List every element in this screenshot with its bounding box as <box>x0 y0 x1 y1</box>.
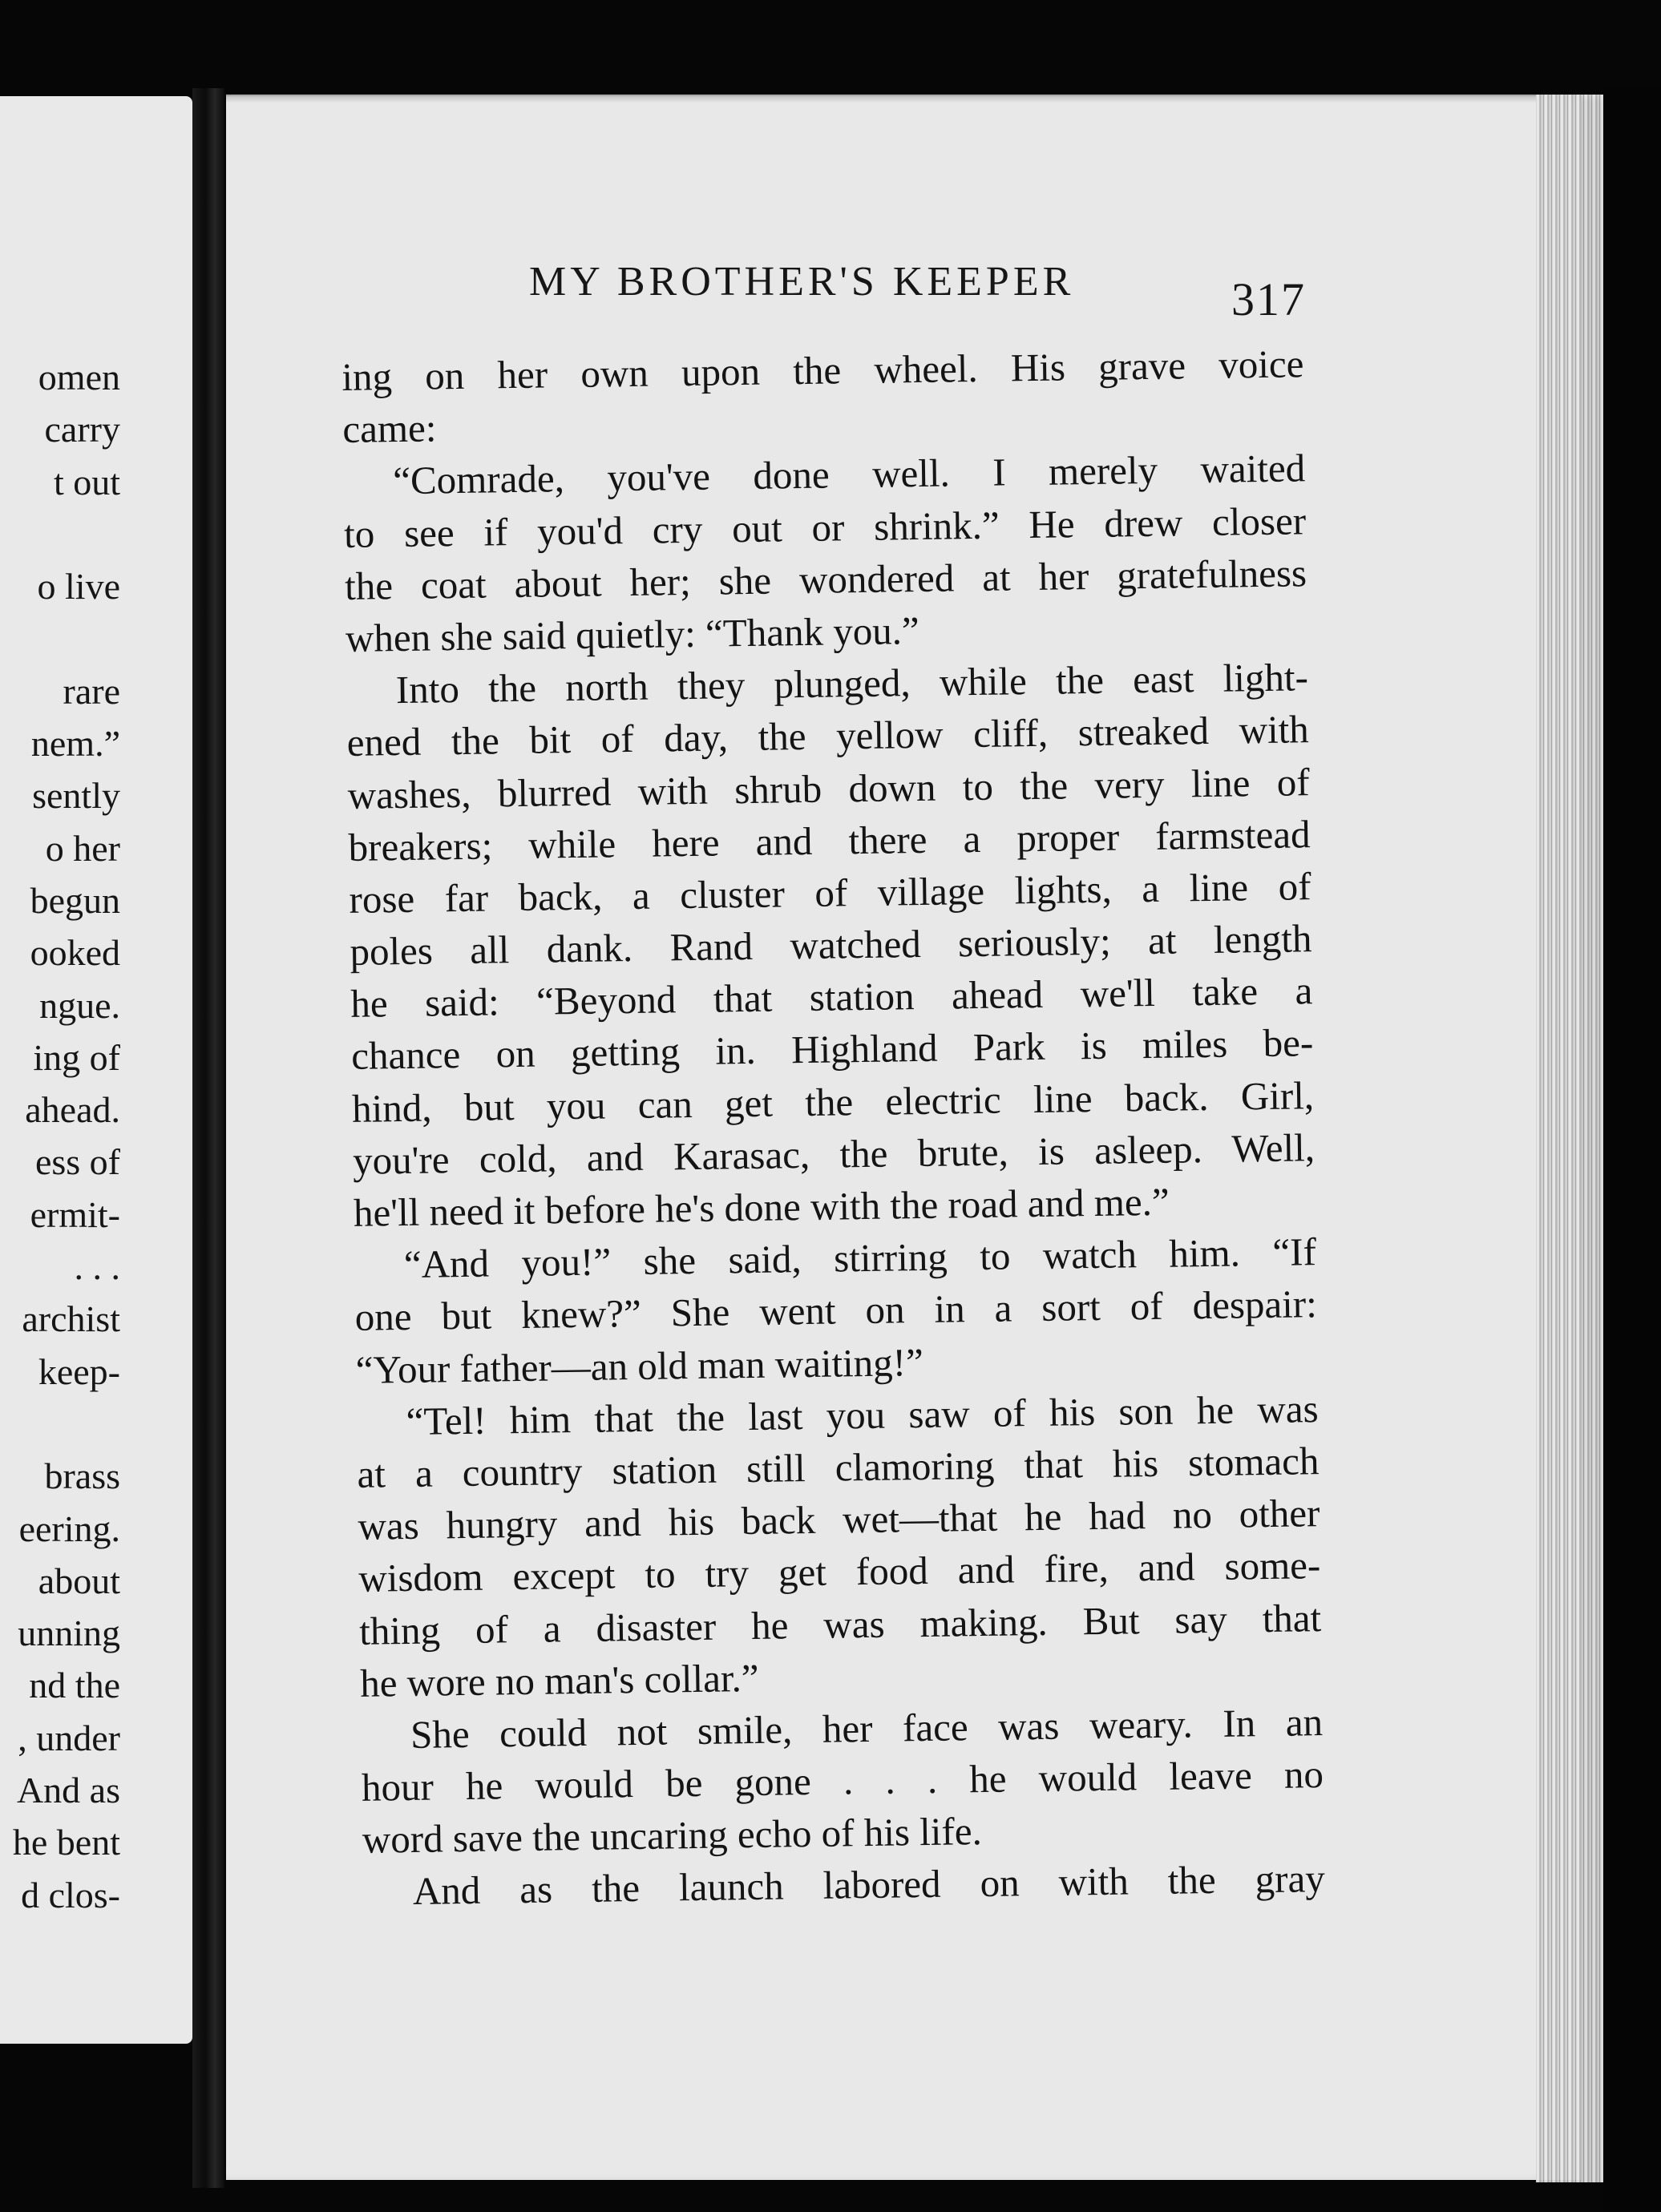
page-top-shadow <box>226 95 1605 103</box>
text-line: he'll need it before he's done with the road and me.” <box>353 1179 1170 1235</box>
left-page-line: ing of <box>33 1036 120 1078</box>
page-number: 317 <box>1231 273 1306 325</box>
text-line: rose far back, a cluster of village lights, a line of <box>349 864 1311 922</box>
text-line: And as the launch labored on with the gray <box>412 1856 1326 1914</box>
page-edges <box>1536 95 1608 2182</box>
text-line: hind, but you can get the electric line back. Girl, <box>351 1072 1315 1131</box>
running-head: MY BROTHER'S KEEPER <box>529 259 1075 305</box>
left-page-line <box>0 612 120 664</box>
left-page-text <box>0 351 120 1921</box>
text-line: you're cold, and Karasac, the brute, is asleep. Well, <box>352 1124 1315 1183</box>
text-line: was hungry and his back wet—that he had no other <box>358 1491 1320 1548</box>
text-line: he wore no man's collar.” <box>359 1655 759 1705</box>
left-page-line: ngue. <box>39 984 120 1026</box>
text-line: washes, blurred with shrub down to the very line of <box>347 759 1311 817</box>
text-line: chance on getting in. Highland Park is miles be- <box>350 1020 1314 1079</box>
left-page-line: . . . <box>74 1246 120 1288</box>
text-line: at a country station still clamoring that his stomach <box>357 1439 1320 1496</box>
text-line: one but knew?” She went on in a sort of despair: <box>354 1282 1318 1340</box>
left-page-line: archist <box>22 1298 120 1340</box>
left-page-line: brass <box>44 1455 120 1497</box>
text-line: the coat about her; she wondered at her gratefulness <box>344 550 1307 608</box>
text-line: wisdom except to try get food and fire, and some- <box>358 1543 1321 1601</box>
left-page-line: o her <box>45 827 120 869</box>
left-page-line: begun <box>30 879 120 921</box>
text-line: word save the uncaring echo of his life. <box>362 1809 983 1863</box>
text-line: “Comrade, you've done well. I merely waited <box>392 446 1306 503</box>
left-page-line: omen <box>38 357 120 398</box>
left-page-line: ooked <box>30 932 120 974</box>
left-page-line: sently <box>32 775 120 817</box>
left-page-line: t out <box>53 461 120 503</box>
book-gutter <box>192 88 224 2188</box>
left-page-line: about <box>38 1560 120 1601</box>
text-line: She could not smile, her face was weary. In an <box>410 1699 1324 1757</box>
left-page-line <box>0 508 120 560</box>
left-page-line: ermit- <box>30 1193 120 1235</box>
text-line: hour he would be gone . . . he would leave no <box>361 1752 1324 1810</box>
text-line: when she said quietly: “Thank you.” <box>345 607 920 660</box>
left-page-line: carry <box>44 409 120 450</box>
scan-border <box>1603 88 1661 2212</box>
left-page-line: , under <box>18 1717 120 1758</box>
text-line: to see if you'd cry out or shrink.” He drew closer <box>343 498 1307 556</box>
text-line: poles all dank. Rand watched seriously; at length <box>350 916 1312 974</box>
left-page-line: keep- <box>38 1350 120 1392</box>
left-page-line: nd the <box>29 1665 120 1706</box>
left-page-line: he bent <box>12 1822 120 1863</box>
left-page-line: eering. <box>18 1508 120 1549</box>
text-line: ing on her own upon the wheel. His grave voice <box>341 341 1304 399</box>
left-page-line: rare <box>63 670 120 712</box>
left-page-line: unning <box>18 1613 120 1654</box>
text-line: came: <box>341 406 437 452</box>
left-page <box>0 96 192 2044</box>
left-page-line: And as <box>16 1770 120 1811</box>
text-line: “Tel! him that the last you saw of his son he was <box>406 1386 1319 1443</box>
text-line: ened the bit of day, the yellow cliff, streaked with <box>346 707 1310 765</box>
left-page-line <box>0 1398 120 1450</box>
left-page-line: ess of <box>34 1141 120 1183</box>
text-line: breakers; while here and there a proper farmstead <box>348 811 1311 870</box>
body-text <box>341 337 1325 1918</box>
text-line: Into the north they plunged, while the east light- <box>395 655 1309 712</box>
left-page-line: o live <box>37 566 120 607</box>
text-line: “And you!” she said, stirring to watch him. “If <box>403 1229 1317 1287</box>
text-line: thing of a disaster he was making. But say that <box>358 1595 1322 1653</box>
left-page-line: ahead. <box>25 1089 120 1131</box>
text-line: “Your father—an old man waiting!” <box>355 1339 924 1392</box>
left-page-line: nem.” <box>30 723 120 765</box>
left-page-line: d clos- <box>21 1874 120 1915</box>
text-line: he said: “Beyond that station ahead we'll take a <box>350 968 1313 1027</box>
